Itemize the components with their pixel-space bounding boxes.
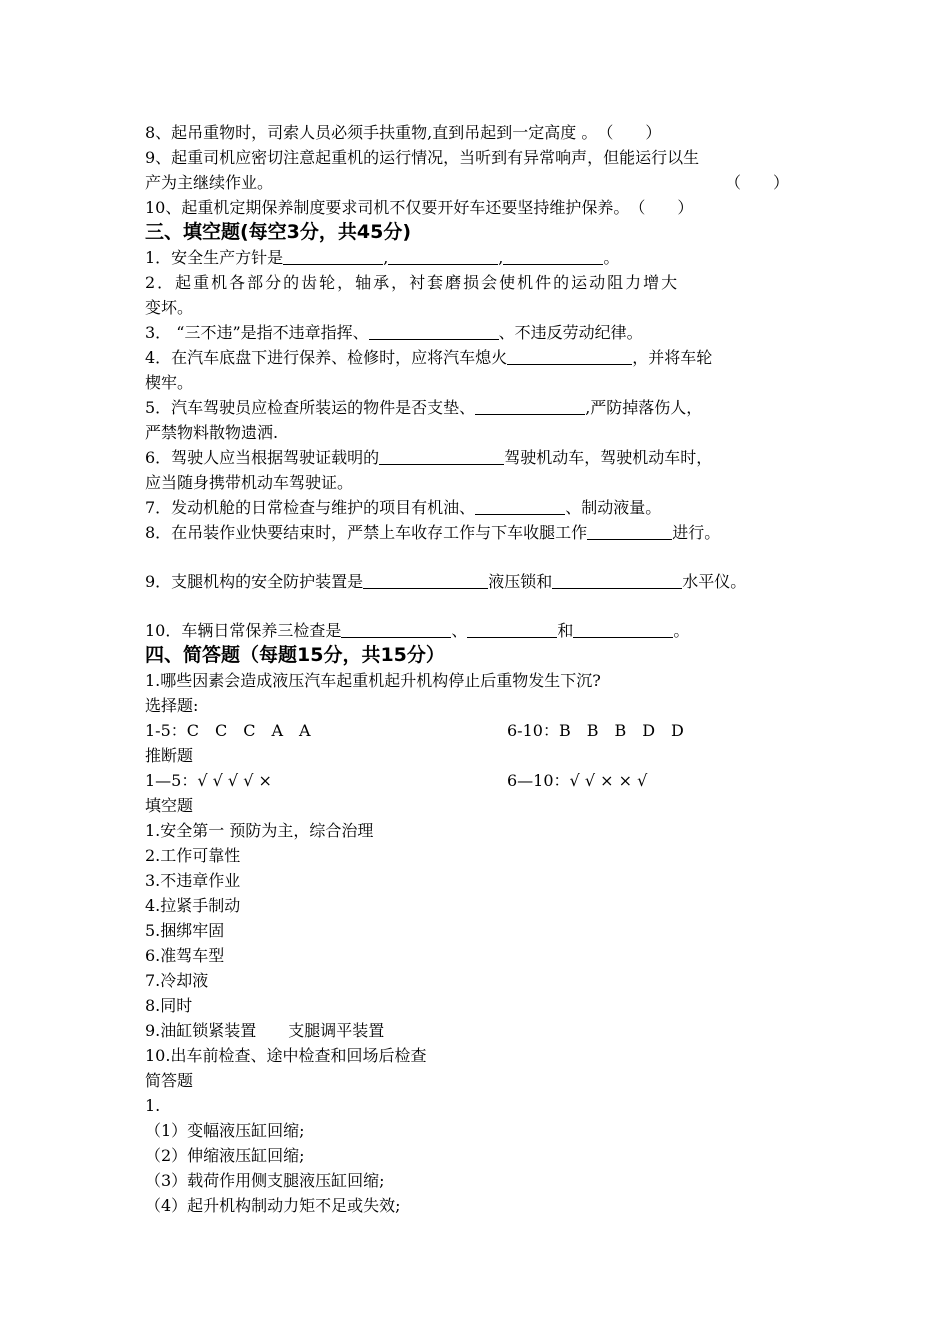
- answers-judge-title: 推断题: [145, 746, 194, 765]
- fill-q10-sep: 、: [451, 621, 468, 640]
- answers-fill-item: 7.冷却液: [145, 971, 209, 990]
- fill-q6-text: 6．驾驶人应当根据驾驶证载明的: [145, 448, 380, 467]
- fill-q2-text-cont: 变坏。: [145, 298, 194, 317]
- answers-fill-item: 6.准驾车型: [145, 946, 225, 965]
- fill-question-4: [145, 345, 825, 370]
- document-page: [145, 120, 825, 1218]
- fill-q10-text: 10．车辆日常保养三检查是: [145, 621, 342, 640]
- answers-fill-item: 8.同时: [145, 996, 193, 1015]
- answers-choice-title: 选择题:: [145, 696, 199, 715]
- fill-q8-text-cont: 进行。: [672, 523, 721, 542]
- fill-q8-text: 8．在吊装作业快要结束时，严禁上车收存工作与下车收腿工作: [145, 523, 588, 542]
- judge-item-8-text: 8、起吊重物时，司索人员必须手扶重物,直到吊起到一定高度 。: [145, 123, 598, 142]
- fill-q7-text-cont: 、制动液量。: [565, 498, 662, 517]
- fill-question-3: [145, 320, 825, 345]
- fill-q4-text-cont: ，并将车轮: [632, 348, 713, 367]
- fill-q5-text-cont: ,严防掉落伤人，: [585, 398, 703, 417]
- short-question-1: 1.哪些因素会造成液压汽车起重机起升机构停止后重物发生下沉?: [145, 671, 601, 690]
- fill-question-5: [145, 395, 825, 420]
- fill-q1-text: 1．安全生产方针是: [145, 248, 284, 267]
- fill-q3-text-cont: 、不违反劳动纪律。: [498, 323, 643, 342]
- blank-line: [145, 594, 825, 618]
- answers-short-item: （3）载荷作用侧支腿液压缸回缩;: [145, 1171, 385, 1190]
- answer-blank[interactable]: [467, 620, 557, 638]
- answers-judge-1-5: 1—5：√ √ √ √ ×: [145, 771, 272, 790]
- fill-q5-text: 5．汽车驾驶员应检查所装运的物件是否支垫、: [145, 398, 476, 417]
- fill-question-1: [145, 245, 825, 270]
- answer-blank[interactable]: [507, 347, 632, 365]
- answer-blank[interactable]: [283, 247, 383, 265]
- answer-paren: （ ）: [725, 173, 790, 192]
- answers-fill-item: 1.安全第一 预防为主，综合治理: [145, 821, 374, 840]
- answers-fill-item: 4.拉紧手制动: [145, 896, 241, 915]
- fill-q10-and: 和: [557, 621, 574, 640]
- answers-short-number: 1.: [145, 1096, 161, 1115]
- fill-q9-text: 9．支腿机构的安全防护装置是: [145, 572, 364, 591]
- answers-choice-1-5: 1-5：C C C A A: [145, 721, 311, 740]
- fill-q9-text-end: 水平仪。: [682, 572, 747, 591]
- answer-blank[interactable]: [475, 397, 585, 415]
- answers-short-item: （2）伸缩液压缸回缩;: [145, 1146, 305, 1165]
- answer-blank[interactable]: [341, 620, 451, 638]
- answers-short-title: 简答题: [145, 1071, 194, 1090]
- fill-question-4-cont: [145, 370, 825, 395]
- fill-q4-text: 4．在汽车底盘下进行保养、检修时，应将汽车熄火: [145, 348, 508, 367]
- fill-question-9: [145, 569, 825, 594]
- answer-blank[interactable]: [388, 247, 498, 265]
- fill-q9-text-cont: 液压锁和: [488, 572, 553, 591]
- answers-fill-item: 5.捆绑牢固: [145, 921, 225, 940]
- answers-fill-title: 填空题: [145, 796, 194, 815]
- fill-q1-sep: ,: [383, 248, 389, 267]
- answers-fill-item: 2.工作可靠性: [145, 846, 241, 865]
- fill-q7-text: 7．发动机舱的日常检查与维护的项目有机油、: [145, 498, 476, 517]
- fill-question-6-cont: [145, 470, 825, 495]
- fill-q4-text-end: 楔牢。: [145, 373, 194, 392]
- fill-q10-end: 。: [673, 621, 690, 640]
- fill-q5-text-end: 严禁物料散物遗洒.: [145, 423, 279, 442]
- fill-question-2: [145, 270, 825, 295]
- answer-paren: （ ）: [597, 123, 662, 142]
- fill-question-10: [145, 618, 825, 643]
- fill-q1-end: 。: [603, 248, 620, 267]
- answer-blank[interactable]: [552, 571, 682, 589]
- judge-item-10-text: 10、起重机定期保养制度要求司机不仅要开好车还要坚持维护保养。: [145, 198, 630, 217]
- answer-blank[interactable]: [587, 522, 672, 540]
- answers-judge-row: [145, 768, 825, 793]
- fill-question-6: [145, 445, 825, 470]
- fill-q3-text: 3． “三不违”是指不违章指挥、: [145, 323, 369, 342]
- answers-choice-6-10: 6-10：B B B D D: [507, 721, 684, 740]
- answers-judge-6-10: 6—10：√ √ × × √: [507, 771, 648, 790]
- answers-fill-item: 3.不违章作业: [145, 871, 241, 890]
- judge-item-9-text: 9、起重司机应密切注意起重机的运行情况，当听到有异常响声，但能运行以生: [145, 148, 700, 167]
- answers-fill-item: 10.出车前检查、途中检查和回场后检查: [145, 1046, 427, 1065]
- answers-short-item: （4）起升机构制动力矩不足或失效;: [145, 1196, 401, 1215]
- section-4-title: 四、简答题（每题15分，共15分）: [145, 644, 445, 666]
- fill-question-8: [145, 520, 825, 545]
- answers-choice-row: [145, 718, 825, 743]
- answers-short-item: （1）变幅液压缸回缩;: [145, 1121, 305, 1140]
- answers-fill-item: 9.油缸锁紧装置 支腿调平装置: [145, 1021, 385, 1040]
- answer-blank[interactable]: [379, 447, 504, 465]
- answer-blank[interactable]: [475, 497, 565, 515]
- section-3-title: 三、填空题(每空3分，共45分): [145, 221, 412, 243]
- fill-q2-text: 2．起重机各部分的齿轮，轴承，衬套磨损会使机件的运动阻力增大: [145, 273, 680, 292]
- fill-question-7: [145, 495, 825, 520]
- fill-q1-sep: ,: [498, 248, 504, 267]
- fill-question-2-cont: [145, 295, 825, 320]
- judge-item-8: [145, 120, 825, 145]
- answer-blank[interactable]: [503, 247, 603, 265]
- answer-blank[interactable]: [363, 571, 488, 589]
- answer-blank[interactable]: [369, 322, 499, 340]
- blank-line: [145, 545, 825, 569]
- fill-q6-text-cont: 驾驶机动车，驾驶机动车时，: [504, 448, 713, 467]
- fill-question-5-cont: [145, 420, 825, 445]
- judge-item-9-line2: [145, 170, 825, 195]
- fill-q6-text-end: 应当随身携带机动车驾驶证。: [145, 473, 354, 492]
- answer-blank[interactable]: [573, 620, 673, 638]
- answer-paren: （ ）: [629, 198, 694, 217]
- judge-item-10: [145, 195, 825, 220]
- judge-item-9-line1: [145, 145, 825, 170]
- judge-item-9-text-cont: 产为主继续作业。: [145, 173, 274, 192]
